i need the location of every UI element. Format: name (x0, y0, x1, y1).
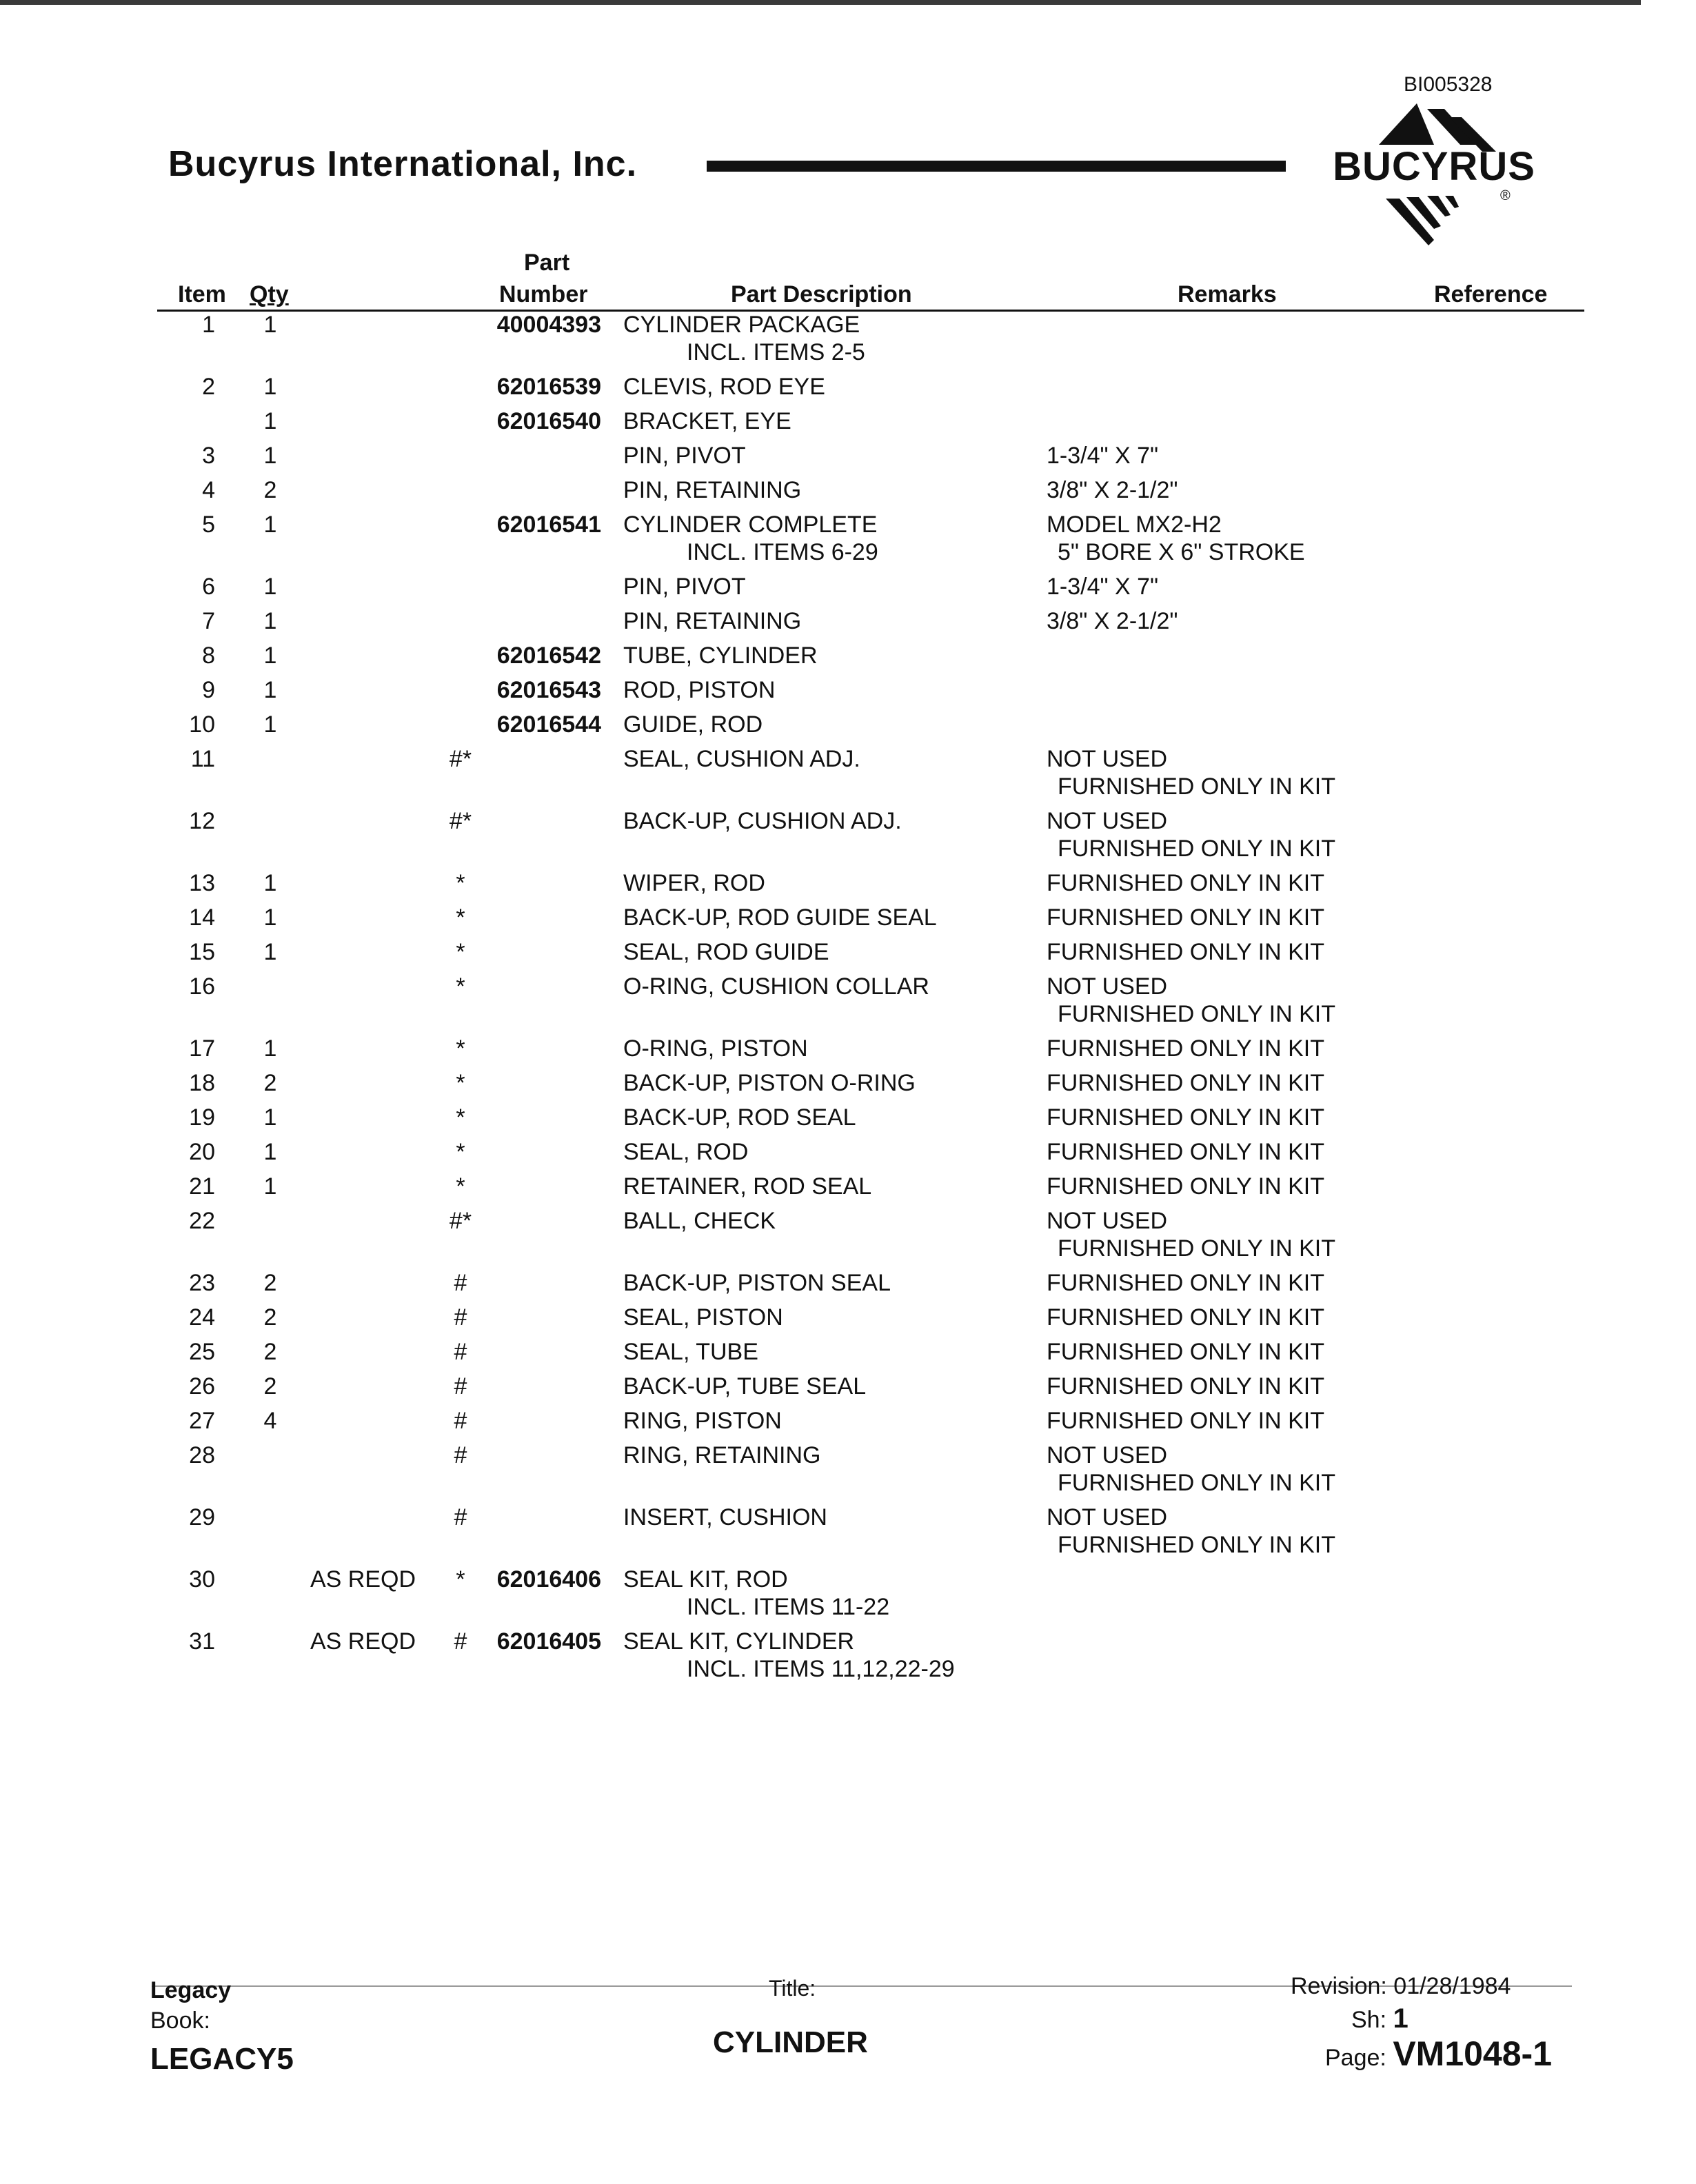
description: PIN, RETAINING (623, 477, 802, 503)
description-note: INCL. ITEMS 11,12,22-29 (687, 1656, 955, 1682)
remark: NOT USED (1047, 1442, 1168, 1468)
item-number: 4 (202, 477, 215, 503)
logo-wordmark: BUCYRUS (1333, 144, 1535, 189)
item-number: 19 (189, 1104, 215, 1131)
description: CYLINDER PACKAGE (623, 312, 860, 338)
item-number: 12 (189, 808, 215, 834)
bucyrus-logo (1296, 83, 1586, 255)
remark-note: FURNISHED ONLY IN KIT (1058, 1532, 1336, 1558)
description-note: INCL. ITEMS 6-29 (687, 539, 878, 565)
kit-mark: #* (449, 746, 472, 772)
description: BACK-UP, TUBE SEAL (623, 1373, 867, 1399)
qty-value: 1 (263, 512, 277, 538)
qty-value: 1 (263, 1035, 277, 1062)
description: SEAL, TUBE (623, 1339, 758, 1365)
remark-note: FURNISHED ONLY IN KIT (1058, 1470, 1336, 1496)
remark-note: FURNISHED ONLY IN KIT (1058, 836, 1336, 862)
qty-value: 2 (263, 1339, 277, 1365)
part-number: 62016405 (496, 1628, 601, 1655)
item-number: 10 (189, 711, 215, 738)
description: SEAL KIT, CYLINDER (623, 1628, 855, 1655)
item-number: 26 (189, 1373, 215, 1399)
sheet-value: 1 (1393, 2003, 1409, 2034)
remark-note: FURNISHED ONLY IN KIT (1058, 774, 1336, 800)
kit-mark: * (456, 904, 465, 931)
description: SEAL, CUSHION ADJ. (623, 746, 860, 772)
qty-value: 2 (263, 1373, 277, 1399)
remark: 3/8" X 2-1/2" (1047, 477, 1178, 503)
qty-value: 1 (263, 904, 277, 931)
revision-value: 01/28/1984 (1393, 1973, 1511, 1999)
remark: FURNISHED ONLY IN KIT (1047, 1339, 1325, 1365)
item-number: 15 (189, 939, 215, 965)
kit-mark: * (456, 1035, 465, 1062)
part-number: 62016544 (496, 711, 601, 738)
description-note: INCL. ITEMS 11-22 (687, 1594, 890, 1620)
part-number: 62016543 (496, 677, 601, 703)
description: GUIDE, ROD (623, 711, 763, 738)
qty-value: 1 (263, 408, 277, 434)
book-label-2: Book: (150, 2008, 210, 2034)
col-remarks: Remarks (1178, 281, 1277, 307)
remark: FURNISHED ONLY IN KIT (1047, 1304, 1325, 1331)
description: BACK-UP, PISTON SEAL (623, 1270, 891, 1296)
item-number: 2 (202, 374, 215, 400)
page-label: Page: (1325, 2045, 1386, 2071)
remark: 1-3/4" X 7" (1047, 443, 1159, 469)
remark-note: 5" BORE X 6" STROKE (1058, 539, 1305, 565)
qty-value: 1 (263, 643, 277, 669)
description: RING, RETAINING (623, 1442, 821, 1468)
qty-value: 1 (263, 574, 277, 600)
description: BACK-UP, ROD SEAL (623, 1104, 856, 1131)
page (1325, 2034, 1552, 2074)
remark: FURNISHED ONLY IN KIT (1047, 904, 1325, 931)
sheet-label: Sh: (1351, 2007, 1387, 2033)
part-number: 62016542 (496, 643, 601, 669)
qty-value: 1 (263, 870, 277, 896)
kit-mark: # (454, 1504, 467, 1530)
qty-value: 1 (263, 374, 277, 400)
qty-value: 1 (263, 443, 277, 469)
description: SEAL KIT, ROD (623, 1566, 788, 1593)
part-number: 62016406 (496, 1566, 601, 1593)
item-number: 29 (189, 1504, 215, 1530)
remark: 1-3/4" X 7" (1047, 574, 1159, 600)
item-number: 30 (189, 1566, 215, 1593)
remark: NOT USED (1047, 1504, 1168, 1530)
item-number: 21 (189, 1173, 215, 1200)
item-number: 11 (190, 746, 215, 772)
item-number: 24 (189, 1304, 215, 1331)
qty-value: 1 (263, 1139, 277, 1165)
description-note: INCL. ITEMS 2-5 (687, 339, 865, 365)
qty-value: 1 (263, 939, 277, 965)
description: O-RING, CUSHION COLLAR (623, 973, 929, 1000)
item-number: 18 (189, 1070, 215, 1096)
kit-mark: #* (449, 1208, 472, 1234)
item-number: 25 (189, 1339, 215, 1365)
book-value: LEGACY5 (150, 2042, 294, 2076)
description: RING, PISTON (623, 1408, 782, 1434)
kit-mark: # (454, 1373, 467, 1399)
qty-value: 4 (263, 1408, 277, 1434)
remark: FURNISHED ONLY IN KIT (1047, 1104, 1325, 1131)
description: BALL, CHECK (623, 1208, 776, 1234)
col-item: Item (178, 281, 226, 307)
remark: NOT USED (1047, 808, 1168, 834)
description: O-RING, PISTON (623, 1035, 808, 1062)
description: ROD, PISTON (623, 677, 776, 703)
item-number: 23 (189, 1270, 215, 1296)
qty-value: 1 (263, 1104, 277, 1131)
scan-edge (0, 0, 1641, 5)
part-number: 62016541 (496, 512, 601, 538)
remark: FURNISHED ONLY IN KIT (1047, 1373, 1325, 1399)
remark: NOT USED (1047, 1208, 1168, 1234)
kit-mark: * (456, 870, 465, 896)
remark: FURNISHED ONLY IN KIT (1047, 1173, 1325, 1200)
description: BRACKET, EYE (623, 408, 791, 434)
qty-value: 1 (263, 312, 277, 338)
remark: 3/8" X 2-1/2" (1047, 608, 1178, 634)
item-number: 3 (202, 443, 215, 469)
kit-mark: # (454, 1339, 467, 1365)
title-value: CYLINDER (713, 2025, 868, 2059)
description: PIN, PIVOT (623, 574, 746, 600)
item-number: 20 (189, 1139, 215, 1165)
item-number: 1 (202, 312, 215, 338)
item-number: 16 (189, 973, 215, 1000)
company-name: Bucyrus International, Inc. (168, 144, 638, 184)
col-reference: Reference (1434, 281, 1548, 307)
kit-mark: # (454, 1628, 467, 1655)
sheet (1351, 2003, 1409, 2034)
remark: NOT USED (1047, 973, 1168, 1000)
remark: FURNISHED ONLY IN KIT (1047, 1408, 1325, 1434)
description: WIPER, ROD (623, 870, 765, 896)
description: SEAL, ROD GUIDE (623, 939, 829, 965)
description: TUBE, CYLINDER (623, 643, 818, 669)
col-qty: Qty (250, 281, 289, 307)
item-number: 31 (189, 1628, 215, 1655)
description: PIN, RETAINING (623, 608, 802, 634)
kit-mark: # (454, 1408, 467, 1434)
item-number: 13 (189, 870, 215, 896)
remark: FURNISHED ONLY IN KIT (1047, 1270, 1325, 1296)
description: SEAL, ROD (623, 1139, 749, 1165)
qty-value: AS REQD (310, 1628, 416, 1655)
description: CLEVIS, ROD EYE (623, 374, 825, 400)
remark: FURNISHED ONLY IN KIT (1047, 1139, 1325, 1165)
remark: FURNISHED ONLY IN KIT (1047, 1035, 1325, 1062)
qty-value: 2 (263, 1270, 277, 1296)
registered-mark: ® (1500, 188, 1511, 203)
kit-mark: * (456, 1566, 465, 1593)
revision-label: Revision: (1291, 1973, 1387, 1999)
description: BACK-UP, CUSHION ADJ. (623, 808, 902, 834)
item-number: 7 (202, 608, 215, 634)
revision (1291, 1973, 1511, 2000)
qty-value: 1 (263, 608, 277, 634)
item-number: 22 (189, 1208, 215, 1234)
item-number: 17 (189, 1035, 215, 1062)
col-part-number: Number (499, 281, 588, 307)
item-number: 9 (202, 677, 215, 703)
qty-value: 1 (263, 1173, 277, 1200)
part-number: 62016539 (496, 374, 601, 400)
remark: NOT USED (1047, 746, 1168, 772)
remark: FURNISHED ONLY IN KIT (1047, 1070, 1325, 1096)
kit-mark: # (454, 1270, 467, 1296)
kit-mark: * (456, 1070, 465, 1096)
item-number: 5 (202, 512, 215, 538)
remark: FURNISHED ONLY IN KIT (1047, 939, 1325, 965)
item-number: 6 (202, 574, 215, 600)
kit-mark: * (456, 1104, 465, 1131)
item-number: 28 (189, 1442, 215, 1468)
qty-value: 2 (263, 1070, 277, 1096)
description: BACK-UP, PISTON O-RING (623, 1070, 916, 1096)
page-value: VM1048-1 (1393, 2034, 1553, 2073)
description: RETAINER, ROD SEAL (623, 1173, 872, 1200)
item-number: 27 (189, 1408, 215, 1434)
description: CYLINDER COMPLETE (623, 512, 878, 538)
item-number: 8 (202, 643, 215, 669)
col-description: Part Description (731, 281, 912, 307)
qty-value: 2 (263, 1304, 277, 1331)
kit-mark: * (456, 1173, 465, 1200)
part-number: 40004393 (496, 312, 601, 338)
kit-mark: * (456, 973, 465, 1000)
description: INSERT, CUSHION (623, 1504, 827, 1530)
item-number: 14 (189, 904, 215, 931)
kit-mark: #* (449, 808, 472, 834)
header-rule (707, 161, 1286, 172)
remark: MODEL MX2-H2 (1047, 512, 1222, 538)
qty-value: AS REQD (310, 1566, 416, 1593)
remark: FURNISHED ONLY IN KIT (1047, 870, 1325, 896)
document-id: BI005328 (1404, 73, 1493, 96)
qty-value: 1 (263, 711, 277, 738)
col-part-top: Part (524, 250, 570, 276)
kit-mark: * (456, 1139, 465, 1165)
kit-mark: # (454, 1442, 467, 1468)
remark-note: FURNISHED ONLY IN KIT (1058, 1235, 1336, 1262)
remark-note: FURNISHED ONLY IN KIT (1058, 1001, 1336, 1027)
description: PIN, PIVOT (623, 443, 746, 469)
kit-mark: * (456, 939, 465, 965)
book-label: Legacy (150, 1977, 232, 2003)
part-number: 62016540 (496, 408, 601, 434)
qty-value: 1 (263, 677, 277, 703)
qty-value: 2 (263, 477, 277, 503)
kit-mark: # (454, 1304, 467, 1331)
description: BACK-UP, ROD GUIDE SEAL (623, 904, 937, 931)
title-label: Title: (769, 1976, 816, 2001)
description: SEAL, PISTON (623, 1304, 783, 1331)
